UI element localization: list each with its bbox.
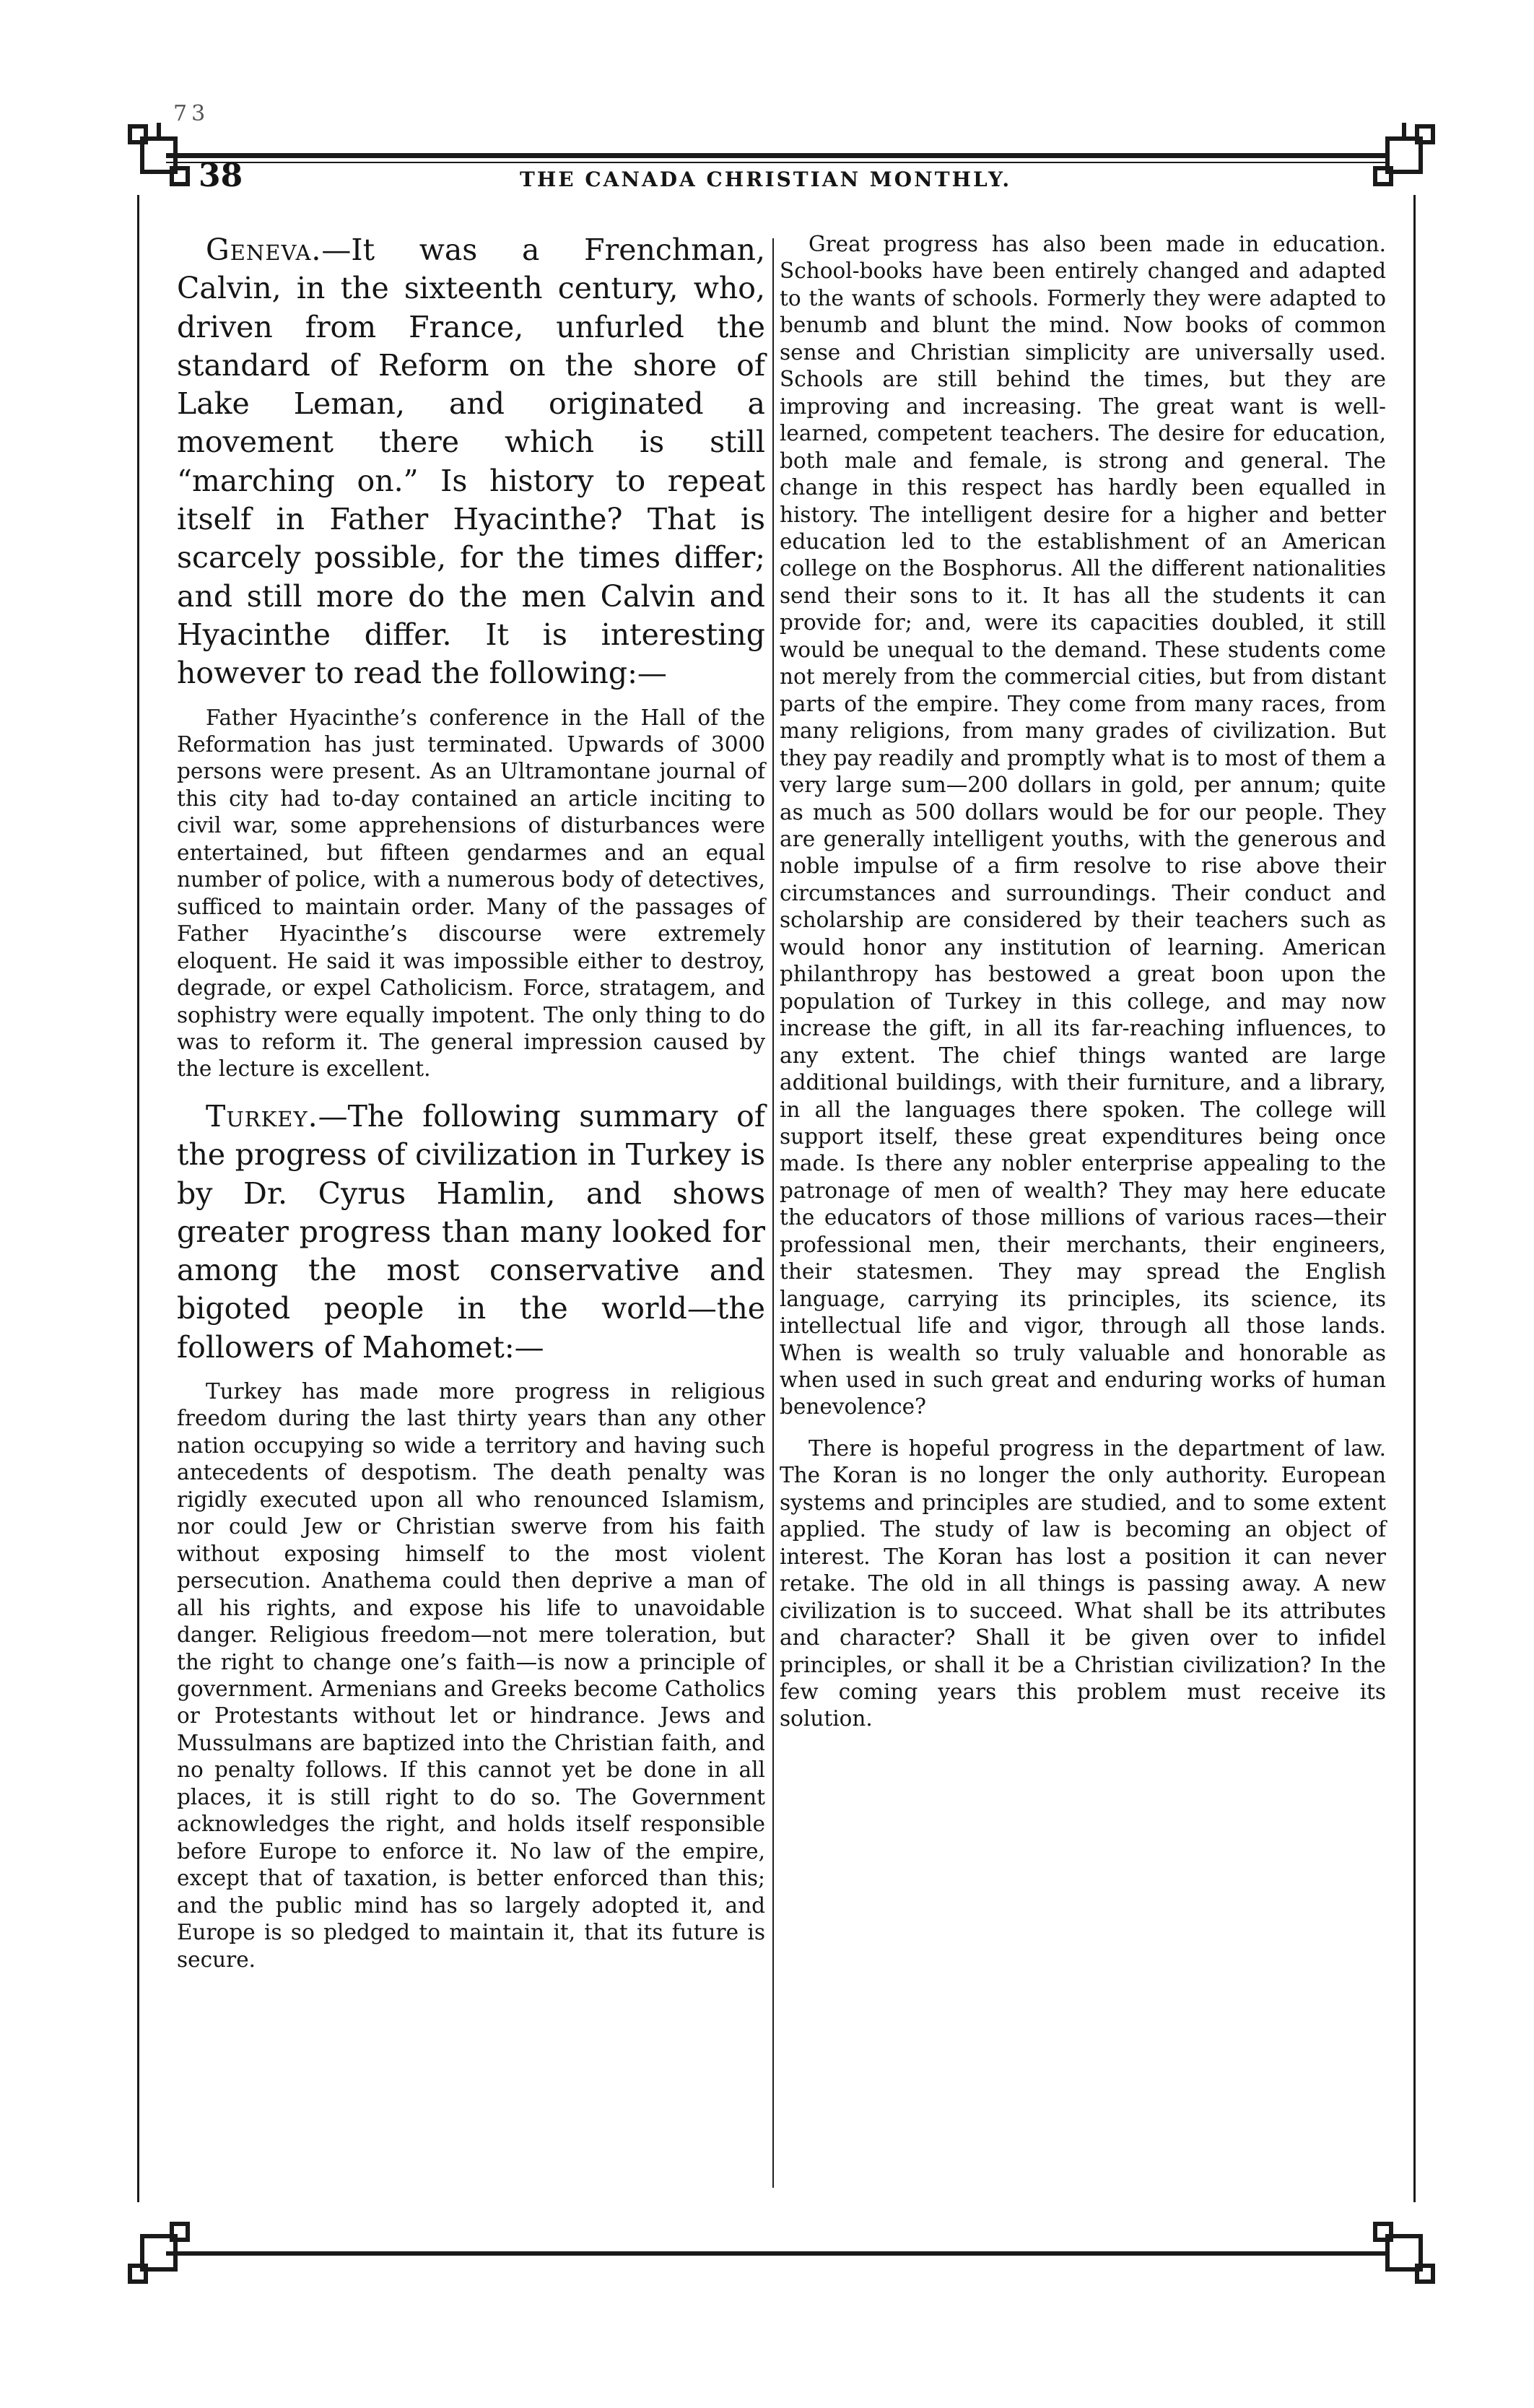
left-column bbox=[177, 231, 765, 1988]
corner-ornament-top-right bbox=[1372, 123, 1437, 188]
turkey-heading: Turkey. bbox=[206, 1098, 318, 1134]
right-border-rule bbox=[1413, 195, 1416, 2202]
page-number: 38 bbox=[199, 157, 243, 194]
geneva-intro-text: —It was a Frenchman, Calvin, in the sixteenth century, who, driven from France, unfurled the standard of Reform on the shore of Lake Leman, and originated a movement there which is still “marching on.” Is history to repeat itself in Father Hyacinthe? That is scarcely possible, for the times differ; and still more do the men Calvin and Hyacinthe differ. It is interesting however to read the following:— bbox=[177, 232, 765, 691]
torn-scrap-text: 73 bbox=[173, 101, 210, 126]
education-paragraph: Great progress has also been made in education. School-books have been entirely changed and adapted to the wants of schools. Formerly they were adapted to benumb and blunt the mind. Now books of common sense and Christian simplicity are universally used. Schools are still behind the times, but they are improving and increasing. The great want is well-learned, competent teachers. The desire for education, both male and female, is strong and general. The change in this respect has hardly been equalled in history. The intelligent desire for a higher and better education led to the establishment of an American college on the Bosphorus. All the different nationalities send their sons to it. It has all the students it can provide for; and, were its capacities doubled, it still would be unequal to the demand. These students come not merely from the commercial cities, but from distant parts of the empire. They come from many races, from many religions, from many grades of civilization. But they pay readily and promptly what is to most of them a very large sum—200 dollars in gold, per annum; quite as much as 500 dollars would be for our people. They are generally intelligent youths, with the generous and noble impulse of a firm resolve to rise above their circumstances and surroundings. Their conduct and scholarship are considered by their teachers such as would honor any institution of learning. American philanthropy has bestowed a great boon upon the population of Turkey in this college, and may now increase the gift, in all its far-reaching influences, to any extent. The chief things wanted are large additional buildings, with their furniture, and a library, in all the languages there spoken. The college will support itself, these great expenditures being once made. Is there any nobler enterprise appealing to the patronage of men of wealth? They may here educate the educators of those millions of various races—their professional men, their merchants, their engineers, their statesmen. They may spread the English language, carrying its principles, its science, its intellectual life and vigor, through all those lands. When is wealth so truly valuable and honorable as when used in such great and enduring works of human benevolence? bbox=[780, 232, 1386, 1420]
top-border-rule-thin bbox=[166, 162, 1390, 163]
turkey-intro bbox=[177, 1097, 765, 1367]
corner-ornament-bottom-left bbox=[126, 2220, 191, 2285]
geneva-quote: Father Hyacinthe’s conference in the Hall of the Reformation has just terminated. Upwards of 3000 persons were present. As an Ultramontane journal of this city had to-day contained an article inciting to civil war, some apprehensions of disturbances were entertained, but fifteen gendarmes and an equal number of police, with a numerous body of detectives, sufficed to maintain order. Many of the passages of Father Hyacinthe’s discourse were extremely eloquent. He said it was impossible either to destroy, degrade, or expel Catholicism. Force, stratagem, and sophistry were equally impotent. The only thing to do was to reform it. The general impression caused by the lecture is excellent. bbox=[177, 705, 765, 1082]
running-title: THE CANADA CHRISTIAN MONTHLY. bbox=[520, 168, 1012, 191]
bottom-border-rule bbox=[166, 2251, 1390, 2256]
geneva-intro bbox=[177, 231, 765, 693]
geneva-heading: Geneva. bbox=[206, 232, 322, 267]
corner-ornament-bottom-right bbox=[1372, 2220, 1437, 2285]
top-border-rule bbox=[166, 153, 1390, 158]
law-paragraph: There is hopeful progress in the department of law. The Koran is no longer the only authority. European systems and principles are studied, and to some extent applied. The study of law is becoming an object of interest. The Koran has lost a position it can never retake. The old in all things is passing away. A new civilization is to succeed. What shall be its attributes and character? Shall it be given over to infidel principles, or shall it be a Christian civilization? In the few coming years this problem must receive its solution. bbox=[780, 1435, 1386, 1731]
turkey-intro-text: —The following summary of the progress of civilization in Turkey is by Dr. Cyrus Hamlin, and shows greater progress than many looked for among the most conservative and bigoted people in the world—the followers of Mahomet:— bbox=[177, 1098, 765, 1365]
column-divider bbox=[772, 238, 774, 2188]
left-border-rule bbox=[137, 195, 139, 2202]
right-column bbox=[780, 231, 1386, 1747]
turkey-quote: Turkey has made more progress in religious freedom during the last thirty years than any other nation occupying so wide a territory and having such antecedents of despotism. The death penalty was rigidly executed upon all who renounced Islamism, nor could Jew or Christian swerve from his faith without exposing himself to the most violent persecution. Anathema could then deprive a man of all his rights, and expose his life to unavoidable danger. Religious freedom—not mere toleration, but the right to change one’s faith—is now a principle of government. Armenians and Greeks become Catholics or Protestants without let or hindrance. Jews and Mussulmans are baptized into the Christian faith, and no penalty follows. If this cannot yet be done in all places, it is still right to do so. The Government acknowledges the right, and holds itself responsible before Europe to enforce it. No law of the empire, except that of taxation, is better enforced than this; and the public mind has so largely adopted it, and Europe is so pledged to maintain it, that its future is secure. bbox=[177, 1378, 765, 1972]
